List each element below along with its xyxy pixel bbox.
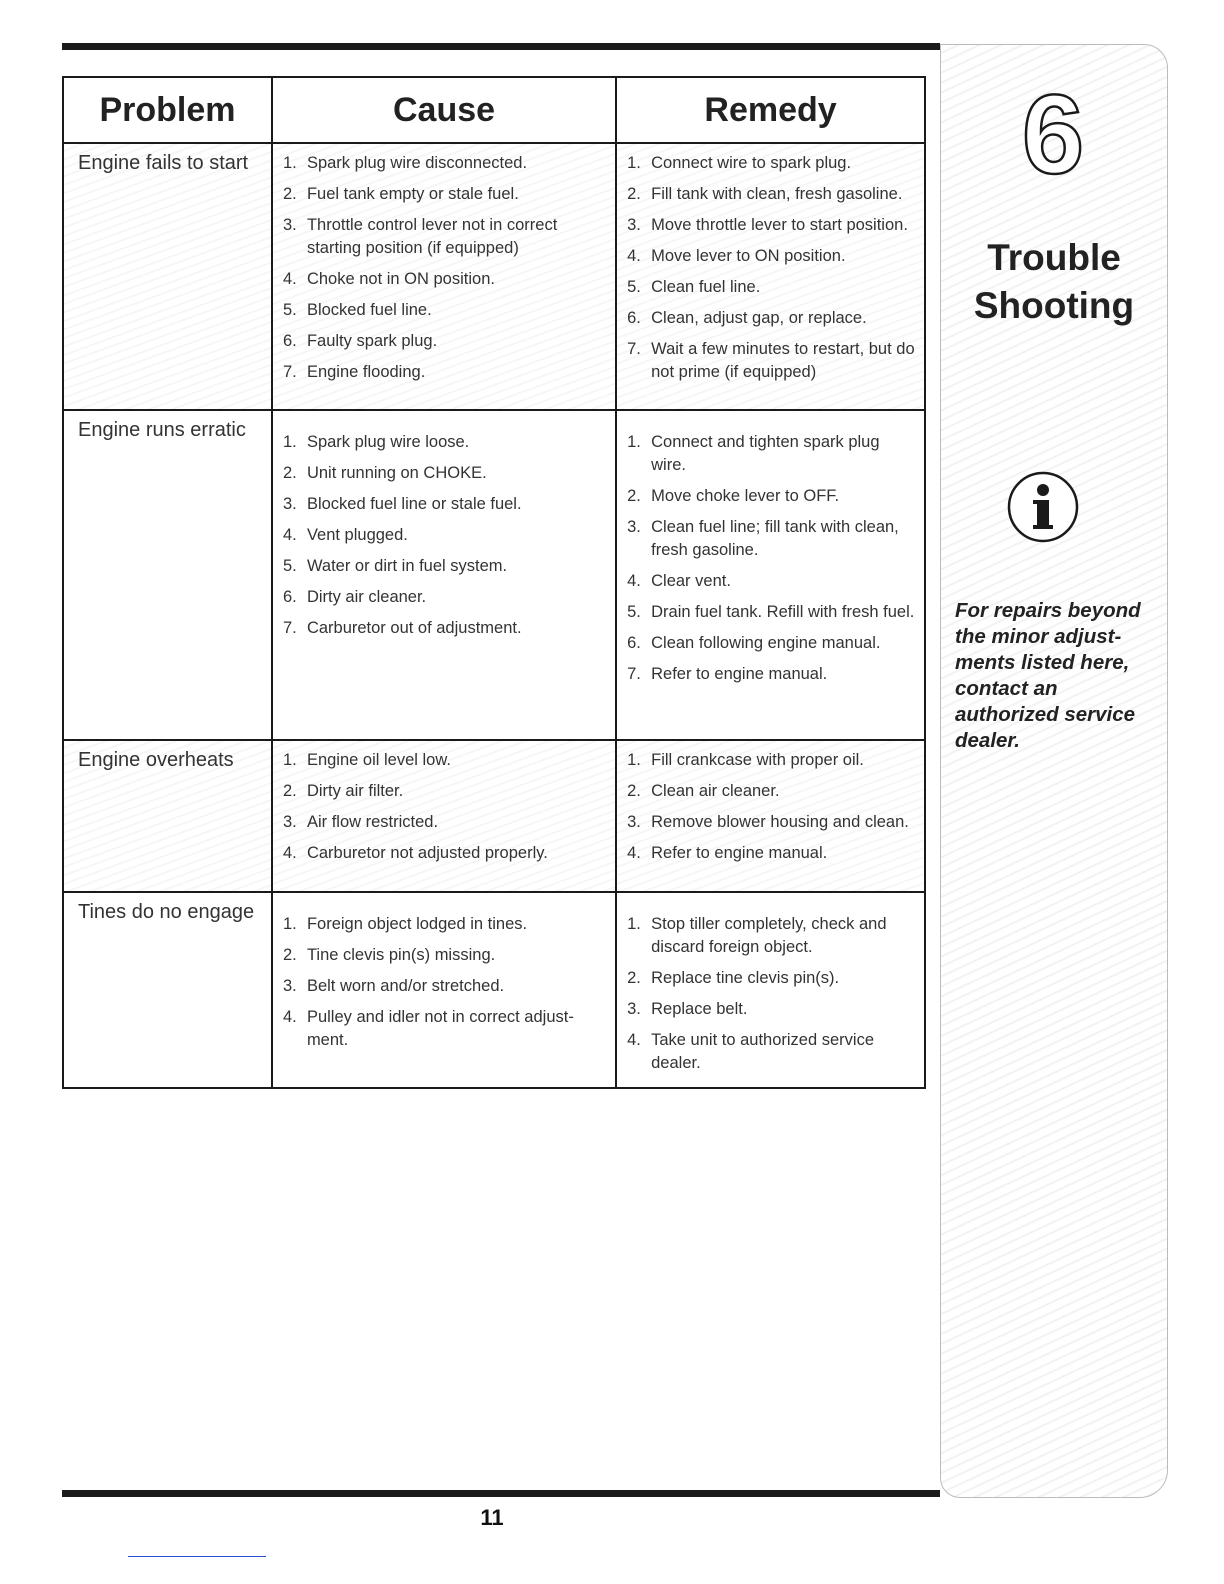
cause-item — [283, 493, 607, 516]
cause-item-number: 2. — [282, 464, 297, 482]
remedy-item-number: 2. — [627, 782, 641, 800]
cause-item — [283, 975, 607, 998]
remedy-item-number: 3. — [627, 813, 641, 831]
remedy-item-text: Refer to engine manual. — [651, 665, 828, 683]
remedy-item-number: 4. — [627, 572, 641, 590]
remedy-item — [627, 663, 916, 686]
remedy-cell — [616, 410, 925, 740]
remedy-item-text: Clean air cleaner. — [651, 782, 780, 800]
remedy-item-text: Stop tiller completely, check and discard foreign object. — [651, 915, 887, 956]
header-problem: Problem — [63, 77, 272, 143]
cause-item-text: Air flow restricted. — [306, 813, 439, 831]
cause-item-text: Dirty air filter. — [306, 782, 404, 800]
info-icon — [1006, 470, 1080, 544]
remedy-item — [627, 516, 916, 562]
remedy-item-text: Connect and tighten spark plug wire. — [651, 433, 880, 474]
cause-item — [283, 268, 607, 291]
remedy-item-text: Move choke lever to OFF. — [651, 487, 840, 505]
remedy-item-number: 4. — [627, 247, 641, 265]
cause-item-number: 7. — [282, 619, 297, 637]
cause-item-number: 3. — [282, 216, 297, 234]
cause-item — [283, 586, 607, 609]
cause-item-number: 2. — [282, 946, 297, 964]
remedy-item-text: Clear vent. — [651, 572, 731, 590]
remedy-item-number: 6. — [627, 634, 641, 652]
cause-item — [283, 431, 607, 454]
cause-item-text: Blocked fuel line or stale fuel. — [306, 495, 522, 513]
remedy-item — [627, 485, 916, 508]
table-header-row — [63, 77, 925, 143]
remedy-item-text: Fill tank with clean, fresh gasoline. — [651, 185, 903, 203]
remedy-item — [627, 811, 916, 834]
remedy-item-text: Replace belt. — [651, 1000, 748, 1018]
cause-item-number: 1. — [282, 433, 297, 451]
cause-item-text: Faulty spark plug. — [306, 332, 438, 350]
table-row — [63, 892, 925, 1088]
cause-item-text: Throttle control lever not in correct starting position (if equipped) — [306, 216, 558, 257]
cause-item-text: Engine flooding. — [306, 363, 426, 381]
cause-item-number: 1. — [282, 751, 297, 769]
cause-item-text: Tine clevis pin(s) missing. — [306, 946, 496, 964]
cause-item-number: 7. — [282, 363, 297, 381]
remedy-item-number: 2. — [627, 487, 641, 505]
remedy-item — [627, 1029, 916, 1075]
remedy-item — [627, 601, 916, 624]
cause-item — [283, 214, 607, 260]
remedy-item-text: Take unit to authorized service dealer. — [651, 1031, 874, 1072]
remedy-item — [627, 276, 916, 299]
cause-item — [283, 462, 607, 485]
cause-item — [283, 842, 607, 865]
cause-item-number: 2. — [282, 782, 297, 800]
remedy-item — [627, 967, 916, 990]
cause-item-number: 5. — [282, 301, 297, 319]
remedy-item-text: Clean fuel line; fill tank with clean, fresh gasoline. — [651, 518, 899, 559]
remedy-item-number: 1. — [627, 915, 641, 933]
remedy-list — [617, 741, 924, 865]
remedy-cell — [616, 892, 925, 1088]
service-note: For repairs beyond the minor adjust-ments listed here, contact an authorized service dealer. — [955, 599, 1141, 752]
cause-item-number: 5. — [282, 557, 297, 575]
remedy-item-number: 7. — [627, 340, 641, 358]
remedy-item — [627, 842, 916, 865]
cause-item — [283, 749, 607, 772]
top-rule — [62, 43, 940, 50]
remedy-item-number: 5. — [627, 278, 641, 296]
remedy-cell — [616, 740, 925, 892]
cause-item-number: 6. — [282, 332, 297, 350]
cause-cell — [272, 740, 616, 892]
problem-cell: Engine fails to start — [63, 143, 272, 410]
cause-item-text: Spark plug wire disconnected. — [306, 154, 528, 172]
remedy-item-text: Drain fuel tank. Refill with fresh fuel. — [651, 603, 915, 621]
remedy-cell — [616, 143, 925, 410]
remedy-item-number: 2. — [627, 969, 641, 987]
cause-item-text: Vent plugged. — [306, 526, 408, 544]
remedy-item — [627, 570, 916, 593]
remedy-item — [627, 245, 916, 268]
remedy-item-number: 5. — [627, 603, 641, 621]
remedy-item-number: 4. — [627, 1031, 641, 1049]
cause-list — [273, 893, 615, 1052]
remedy-item-text: Move lever to ON position. — [651, 247, 846, 265]
cause-item-text: Fuel tank empty or stale fuel. — [306, 185, 519, 203]
problem-cell: Tines do no engage — [63, 892, 272, 1088]
cause-item-text: Water or dirt in fuel system. — [306, 557, 508, 575]
cause-item-number: 2. — [282, 185, 297, 203]
cause-item — [283, 780, 607, 803]
cause-item-text: Foreign object lodged in tines. — [306, 915, 528, 933]
remedy-item-text: Clean fuel line. — [651, 278, 761, 296]
header-remedy: Remedy — [616, 77, 925, 143]
cause-item-number: 6. — [282, 588, 297, 606]
cause-item-number: 4. — [282, 844, 297, 862]
remedy-item-text: Clean following engine manual. — [651, 634, 881, 652]
cause-item-text: Dirty air cleaner. — [306, 588, 427, 606]
cause-item-text: Choke not in ON position. — [306, 270, 495, 288]
cause-item-text: Belt worn and/or stretched. — [306, 977, 505, 995]
remedy-item-number: 2. — [627, 185, 641, 203]
footer-underline — [128, 1556, 266, 1557]
cause-item-text: Spark plug wire loose. — [306, 433, 470, 451]
cause-item — [283, 913, 607, 936]
page-number: 11 — [480, 1505, 504, 1530]
cause-item-text: Unit running on CHOKE. — [306, 464, 487, 482]
cause-item — [283, 524, 607, 547]
cause-item-text: Blocked fuel line. — [306, 301, 432, 319]
cause-item-number: 3. — [282, 495, 297, 513]
remedy-item — [627, 431, 916, 477]
remedy-item-number: 6. — [627, 309, 641, 327]
section-title-line1: Trouble — [987, 237, 1121, 278]
cause-item-number: 4. — [282, 526, 297, 544]
header-cause: Cause — [272, 77, 616, 143]
cause-cell — [272, 410, 616, 740]
section-title — [950, 234, 1158, 330]
remedy-item-text: Move throttle lever to start position. — [651, 216, 908, 234]
remedy-list — [617, 893, 924, 1075]
remedy-list — [617, 144, 924, 384]
remedy-item-text: Refer to engine manual. — [651, 844, 828, 862]
troubleshooting-table — [62, 76, 926, 1089]
cause-item-text: Carburetor not adjusted properly. — [306, 844, 548, 862]
remedy-list — [617, 411, 924, 686]
remedy-item-text: Remove blower housing and clean. — [651, 813, 909, 831]
cause-item-number: 4. — [282, 270, 297, 288]
cause-cell — [272, 143, 616, 410]
cause-item — [283, 152, 607, 175]
remedy-item — [627, 749, 916, 772]
cause-list — [273, 411, 615, 640]
cause-item-number: 1. — [282, 154, 297, 172]
cause-item — [283, 330, 607, 353]
remedy-item — [627, 307, 916, 330]
remedy-item-number: 3. — [627, 216, 641, 234]
cause-item-text: Engine oil level low. — [306, 751, 451, 769]
chapter-number: 6 — [1021, 72, 1085, 197]
cause-item — [283, 1006, 607, 1052]
remedy-item-text: Connect wire to spark plug. — [651, 154, 852, 172]
cause-list — [273, 144, 615, 384]
cause-item — [283, 811, 607, 834]
remedy-item-text: Clean, adjust gap, or replace. — [651, 309, 867, 327]
remedy-item — [627, 152, 916, 175]
remedy-item — [627, 780, 916, 803]
cause-item — [283, 183, 607, 206]
remedy-item — [627, 998, 916, 1021]
problem-cell: Engine runs erratic — [63, 410, 272, 740]
remedy-item — [627, 338, 916, 384]
remedy-item-number: 7. — [627, 665, 641, 683]
bottom-rule — [62, 1490, 940, 1497]
cause-item-number: 3. — [282, 813, 297, 831]
remedy-item-number: 4. — [627, 844, 641, 862]
problem-cell: Engine overheats — [63, 740, 272, 892]
cause-item — [283, 944, 607, 967]
remedy-item — [627, 183, 916, 206]
cause-list — [273, 741, 615, 865]
remedy-item — [627, 913, 916, 959]
remedy-item-text: Replace tine clevis pin(s). — [651, 969, 840, 987]
cause-item-number: 3. — [282, 977, 297, 995]
remedy-item-number: 3. — [627, 1000, 641, 1018]
remedy-item — [627, 214, 916, 237]
cause-item — [283, 361, 607, 384]
remedy-item-text: Fill crankcase with proper oil. — [651, 751, 864, 769]
remedy-item-number: 3. — [627, 518, 641, 536]
remedy-item-number: 1. — [627, 154, 641, 172]
cause-item-number: 4. — [282, 1008, 297, 1026]
remedy-item-number: 1. — [627, 751, 641, 769]
table-row — [63, 143, 925, 410]
cause-item — [283, 299, 607, 322]
cause-item-number: 1. — [282, 915, 297, 933]
remedy-item — [627, 632, 916, 655]
cause-item-text: Carburetor out of adjustment. — [306, 619, 522, 637]
remedy-item-text: Wait a few minutes to restart, but do not prime (if equipped) — [651, 340, 915, 381]
cause-item-text: Pulley and idler not in correct adjust-ment. — [306, 1008, 574, 1049]
section-title-line2: Shooting — [973, 285, 1135, 326]
cause-item — [283, 617, 607, 640]
table-row — [63, 740, 925, 892]
remedy-item-number: 1. — [627, 433, 641, 451]
cause-item — [283, 555, 607, 578]
cause-cell — [272, 892, 616, 1088]
table-row — [63, 410, 925, 740]
